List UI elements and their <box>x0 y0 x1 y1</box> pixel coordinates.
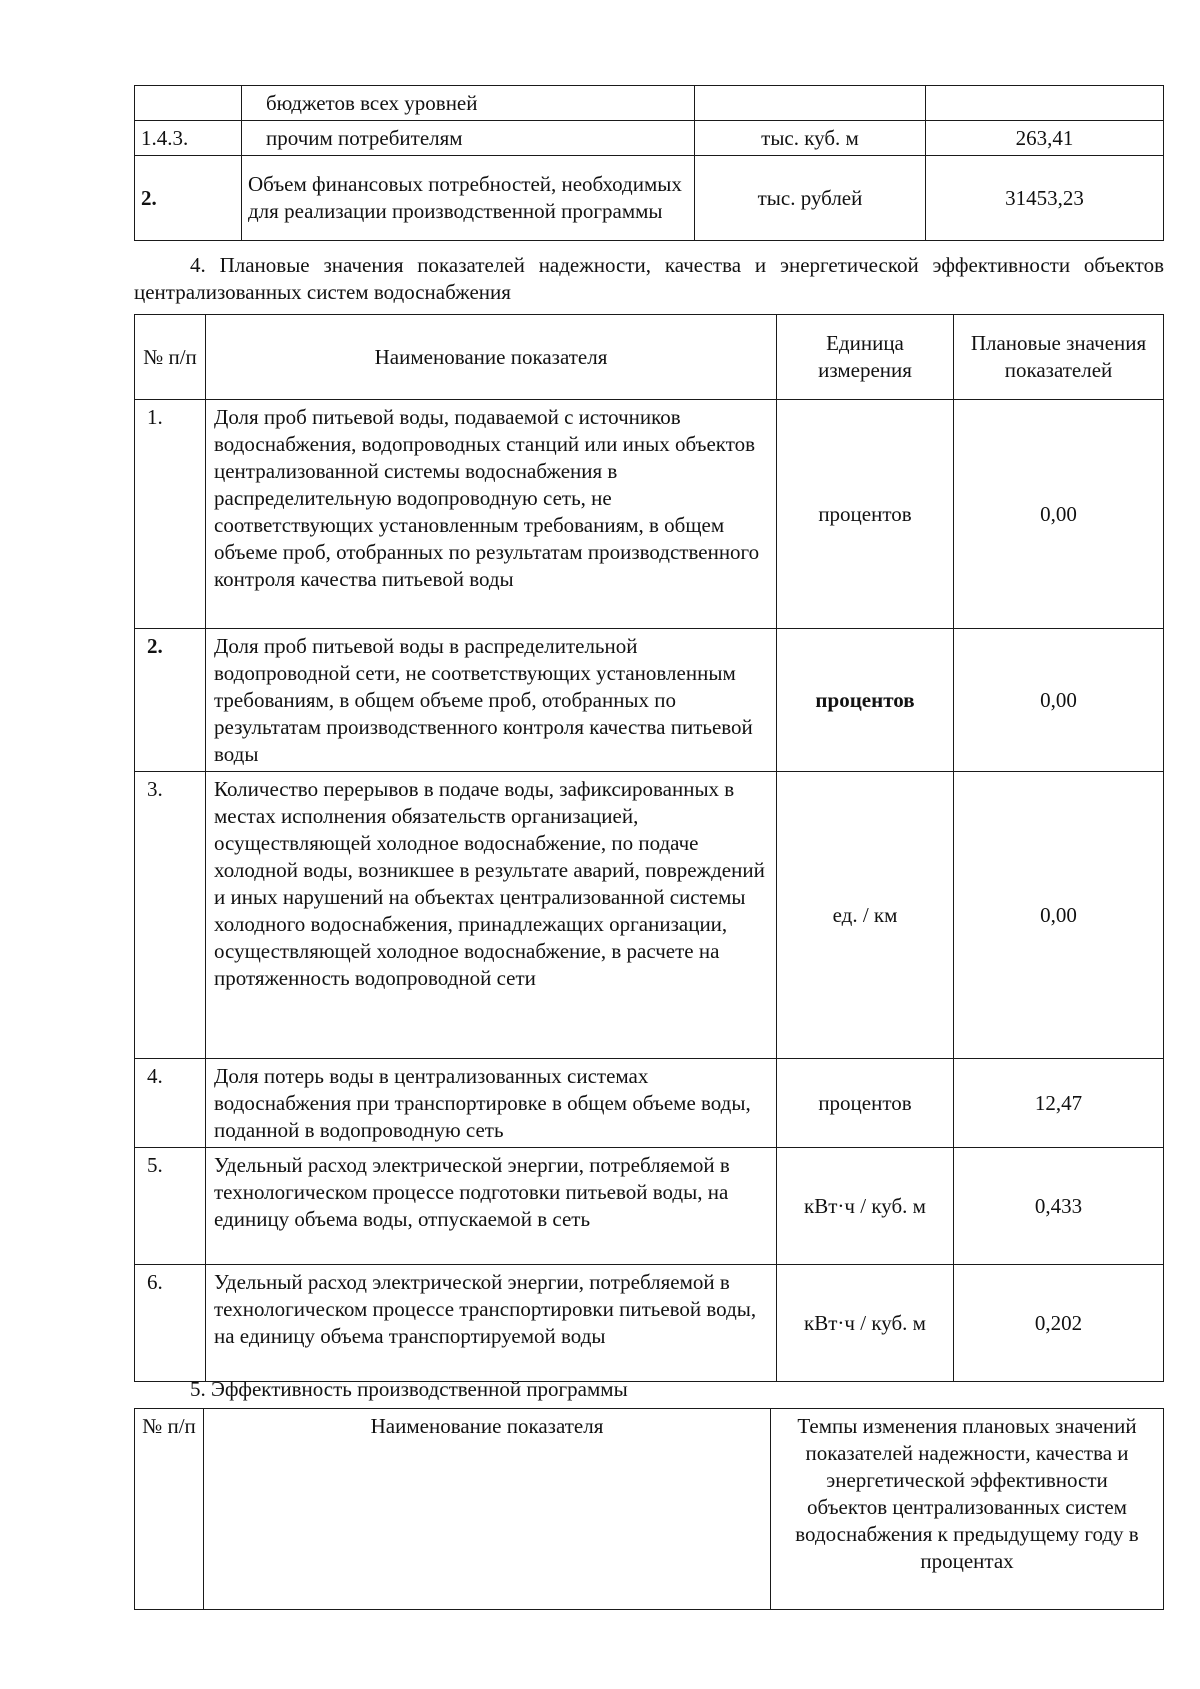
indicators-table <box>134 314 1164 1382</box>
row-number: 1.4.3. <box>135 121 242 156</box>
row-unit: тыс. рублей <box>695 156 926 241</box>
header-number: № п/п <box>135 315 206 400</box>
row-number: 4. <box>135 1059 206 1148</box>
row-unit: процентов <box>777 400 954 629</box>
header-value: Темпы изменения плановых значений показателей надежности, качества и энергетической эффективности объектов централизованных систем водоснабжения к предыдущему году в процентах <box>771 1409 1164 1610</box>
row-number: 3. <box>135 772 206 1059</box>
table-row <box>135 86 1164 121</box>
row-name: Объем финансовых потребностей, необходимых для реализации производственной программы <box>242 156 695 241</box>
row-value: 0,202 <box>954 1265 1164 1382</box>
table-header-row <box>135 1409 1164 1610</box>
row-name: Количество перерывов в подаче воды, зафиксированных в местах исполнения обязательств организацией, осуществляющей холодное водоснабжение, по подаче холодной воды, возникшее в результате аварий, повреждений и иных нарушений на объектах централизованной системы холодного водоснабжения, принадлежащих организации, осуществляющей холодное водоснабжение, в расчете на протяженность водопроводной сети <box>206 772 777 1059</box>
row-name: Доля потерь воды в централизованных системах водоснабжения при транспортировке в общем объеме воды, поданной в водопроводную сеть <box>206 1059 777 1148</box>
table-row <box>135 400 1164 629</box>
header-value: Плановые значения показателей <box>954 315 1164 400</box>
row-unit: процентов <box>777 1059 954 1148</box>
table-row <box>135 772 1164 1059</box>
table-row <box>135 121 1164 156</box>
row-value: 263,41 <box>926 121 1164 156</box>
header-name: Наименование показателя <box>206 315 777 400</box>
row-value: 0,00 <box>954 772 1164 1059</box>
row-number: 6. <box>135 1265 206 1382</box>
row-name: Доля проб питьевой воды, подаваемой с источников водоснабжения, водопроводных станций или иных объектов централизованной системы водоснабжения в распределительную водопроводную сеть, не соответствующих установленным требованиям, в общем объеме проб, отобранных по результатам производственного контроля качества питьевой воды <box>206 400 777 629</box>
table-row <box>135 1265 1164 1382</box>
row-number <box>135 86 242 121</box>
row-number: 1. <box>135 400 206 629</box>
row-unit: процентов <box>777 629 954 772</box>
row-value: 0,00 <box>954 400 1164 629</box>
row-unit: тыс. куб. м <box>695 121 926 156</box>
row-name: прочим потребителям <box>242 121 695 156</box>
table-header-row <box>135 315 1164 400</box>
row-unit: ед. / км <box>777 772 954 1059</box>
budget-table <box>134 85 1164 241</box>
row-unit: кВт·ч / куб. м <box>777 1148 954 1265</box>
table-row <box>135 1148 1164 1265</box>
efficiency-table <box>134 1408 1164 1610</box>
row-value: 31453,23 <box>926 156 1164 241</box>
row-number: 2. <box>135 156 242 241</box>
table-row <box>135 629 1164 772</box>
table-row <box>135 156 1164 241</box>
row-name: Удельный расход электрической энергии, потребляемой в технологическом процессе транспортировки питьевой воды, на единицу объема транспортируемой воды <box>206 1265 777 1382</box>
row-name: Удельный расход электрической энергии, потребляемой в технологическом процессе подготовки питьевой воды, на единицу объема воды, отпускаемой в сеть <box>206 1148 777 1265</box>
row-name: бюджетов всех уровней <box>242 86 695 121</box>
row-value: 12,47 <box>954 1059 1164 1148</box>
table-row <box>135 1059 1164 1148</box>
row-value: 0,433 <box>954 1148 1164 1265</box>
header-number: № п/п <box>135 1409 204 1610</box>
row-value <box>926 86 1164 121</box>
section-4-heading: 4. Плановые значения показателей надежности, качества и энергетической эффективности объектов централизованных систем водоснабжения <box>134 253 1164 304</box>
header-name: Наименование показателя <box>204 1409 771 1610</box>
header-unit: Единица измерения <box>777 315 954 400</box>
row-name: Доля проб питьевой воды в распределительной водопроводной сети, не соответствующих установленным требованиям, в общем объеме проб, отобранных по результатам производственного контроля качества питьевой воды <box>206 629 777 772</box>
row-unit <box>695 86 926 121</box>
row-unit: кВт·ч / куб. м <box>777 1265 954 1382</box>
row-number: 5. <box>135 1148 206 1265</box>
section-5-heading: 5. Эффективность производственной программы <box>190 1377 628 1401</box>
row-value: 0,00 <box>954 629 1164 772</box>
row-number: 2. <box>135 629 206 772</box>
